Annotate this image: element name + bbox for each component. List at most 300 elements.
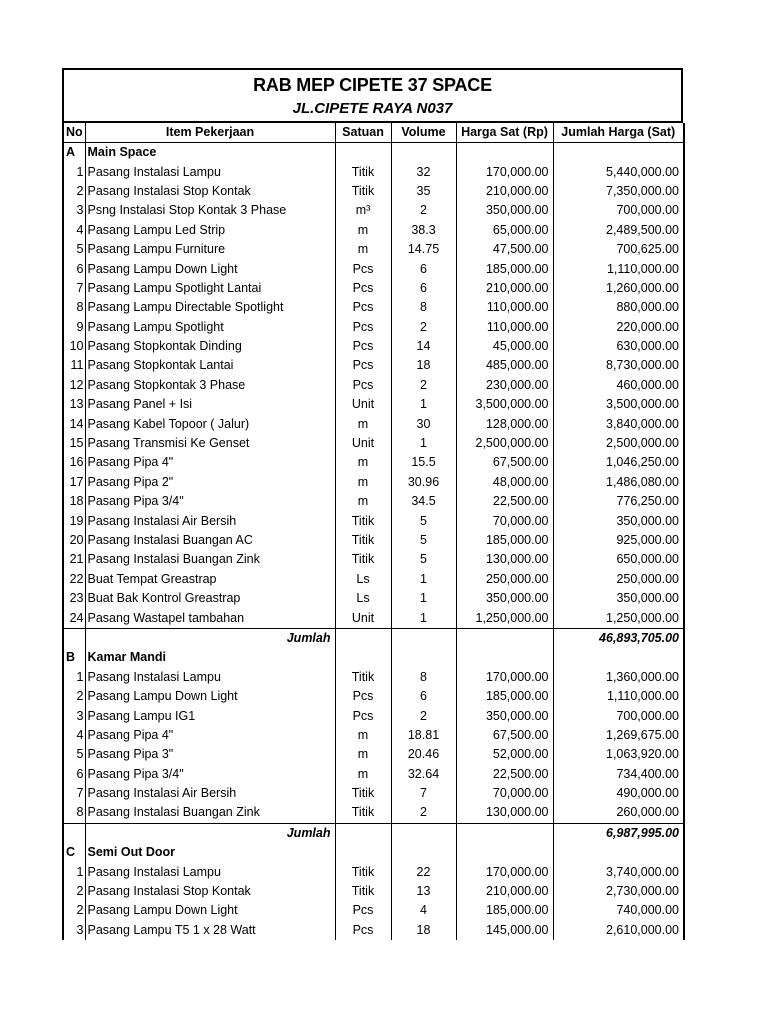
- cell-volume: 8: [391, 298, 456, 317]
- header-satuan: Satuan: [335, 123, 391, 143]
- cell-no: 4: [63, 726, 85, 745]
- cell-volume: 1: [391, 570, 456, 589]
- cell-volume: 18: [391, 921, 456, 940]
- section-total-row: [63, 823, 684, 843]
- table-row: [63, 240, 684, 259]
- cell-harga: 70,000.00: [456, 784, 553, 803]
- cell-volume: 1: [391, 434, 456, 453]
- cell-harga: 170,000.00: [456, 668, 553, 687]
- cell-item: Pasang Transmisi Ke Genset: [85, 434, 335, 453]
- cell-harga: 210,000.00: [456, 182, 553, 201]
- cell-satuan: Titik: [335, 882, 391, 901]
- cell-item: Pasang Lampu Directable Spotlight: [85, 298, 335, 317]
- cell-no: 10: [63, 337, 85, 356]
- cell-harga: 128,000.00: [456, 414, 553, 433]
- cell-no: 20: [63, 531, 85, 550]
- table-row: [63, 570, 684, 589]
- cell-harga: 22,500.00: [456, 492, 553, 511]
- empty-cell: [335, 823, 391, 843]
- table-row: [63, 298, 684, 317]
- cell-volume: 14.75: [391, 240, 456, 259]
- cell-volume: 2: [391, 706, 456, 725]
- rab-sheet: [62, 68, 683, 940]
- empty-cell: [456, 648, 553, 667]
- cell-item: Pasang Stopkontak Lantai: [85, 356, 335, 375]
- cell-no: 14: [63, 414, 85, 433]
- empty-cell: [553, 648, 684, 667]
- table-row: [63, 862, 684, 881]
- cell-item: Pasang Instalasi Air Bersih: [85, 784, 335, 803]
- cell-satuan: Titik: [335, 862, 391, 881]
- cell-harga: 67,500.00: [456, 453, 553, 472]
- cell-satuan: Pcs: [335, 298, 391, 317]
- cell-item: Pasang Lampu Down Light: [85, 259, 335, 278]
- cell-item: Pasang Lampu IG1: [85, 706, 335, 725]
- cell-harga: 65,000.00: [456, 221, 553, 240]
- cell-satuan: m: [335, 765, 391, 784]
- table-row: [63, 882, 684, 901]
- total-label: Jumlah: [85, 823, 335, 843]
- cell-jumlah: 2,500,000.00: [553, 434, 684, 453]
- section-letter: A: [63, 143, 85, 163]
- cell-harga: 350,000.00: [456, 201, 553, 220]
- table-row: [63, 221, 684, 240]
- cell-jumlah: 1,269,675.00: [553, 726, 684, 745]
- cell-jumlah: 1,110,000.00: [553, 687, 684, 706]
- table-row: [63, 201, 684, 220]
- cell-item: Pasang Instalasi Lampu: [85, 862, 335, 881]
- cell-volume: 6: [391, 279, 456, 298]
- cell-jumlah: 740,000.00: [553, 901, 684, 920]
- header-row: [63, 123, 684, 143]
- cell-item: Pasang Pipa 4": [85, 453, 335, 472]
- title-block: [62, 68, 683, 123]
- cell-jumlah: 925,000.00: [553, 531, 684, 550]
- cell-no: 11: [63, 356, 85, 375]
- cell-harga: 210,000.00: [456, 279, 553, 298]
- cell-harga: 45,000.00: [456, 337, 553, 356]
- cell-no: 23: [63, 589, 85, 608]
- cell-harga: 130,000.00: [456, 803, 553, 823]
- table-row: [63, 453, 684, 472]
- section-name: Semi Out Door: [85, 843, 335, 862]
- cell-no: 8: [63, 298, 85, 317]
- table-row: [63, 492, 684, 511]
- section-header-row: [63, 143, 684, 163]
- cell-item: Buat Bak Kontrol Greastrap: [85, 589, 335, 608]
- cell-no: 22: [63, 570, 85, 589]
- document-title: RAB MEP CIPETE 37 SPACE: [253, 75, 492, 95]
- table-row: [63, 434, 684, 453]
- cell-satuan: Pcs: [335, 687, 391, 706]
- cell-volume: 5: [391, 531, 456, 550]
- cell-harga: 185,000.00: [456, 687, 553, 706]
- cell-jumlah: 2,730,000.00: [553, 882, 684, 901]
- cell-jumlah: 220,000.00: [553, 318, 684, 337]
- cell-harga: 47,500.00: [456, 240, 553, 259]
- table-row: [63, 726, 684, 745]
- header-item: Item Pekerjaan: [85, 123, 335, 143]
- cell-no: 6: [63, 765, 85, 784]
- cell-item: Pasang Panel + Isi: [85, 395, 335, 414]
- section-letter: B: [63, 648, 85, 667]
- empty-cell: [553, 843, 684, 862]
- table-row: [63, 589, 684, 608]
- empty-cell: [391, 143, 456, 163]
- cell-jumlah: 700,000.00: [553, 706, 684, 725]
- cell-satuan: Pcs: [335, 921, 391, 940]
- cell-no: 18: [63, 492, 85, 511]
- table-row: [63, 279, 684, 298]
- cell-no: 21: [63, 550, 85, 569]
- empty-cell: [391, 843, 456, 862]
- table-row: [63, 784, 684, 803]
- table-row: [63, 337, 684, 356]
- empty-cell: [335, 628, 391, 648]
- cell-satuan: m: [335, 453, 391, 472]
- cell-item: Pasang Lampu Led Strip: [85, 221, 335, 240]
- cell-satuan: m: [335, 221, 391, 240]
- cell-item: Pasang Lampu Spotlight Lantai: [85, 279, 335, 298]
- cell-satuan: m: [335, 473, 391, 492]
- cell-item: Pasang Lampu Furniture: [85, 240, 335, 259]
- cell-harga: 185,000.00: [456, 531, 553, 550]
- cell-no: 5: [63, 240, 85, 259]
- cell-item: Pasang Pipa 2": [85, 473, 335, 492]
- total-value: 6,987,995.00: [553, 823, 684, 843]
- cell-volume: 2: [391, 376, 456, 395]
- cell-item: Pasang Instalasi Air Bersih: [85, 511, 335, 530]
- cell-volume: 18: [391, 356, 456, 375]
- cell-no: 2: [63, 687, 85, 706]
- cell-volume: 20.46: [391, 745, 456, 764]
- cell-satuan: m: [335, 726, 391, 745]
- document-subtitle: JL.CIPETE RAYA N037: [64, 98, 681, 123]
- cell-satuan: Titik: [335, 511, 391, 530]
- cell-harga: 110,000.00: [456, 298, 553, 317]
- cell-item: Pasang Instalasi Stop Kontak: [85, 882, 335, 901]
- empty-cell: [456, 823, 553, 843]
- cell-item: Pasang Instalasi Lampu: [85, 162, 335, 181]
- table-row: [63, 706, 684, 725]
- cell-volume: 4: [391, 901, 456, 920]
- cell-jumlah: 700,625.00: [553, 240, 684, 259]
- cell-no: 7: [63, 279, 85, 298]
- empty-cell: [63, 823, 85, 843]
- cell-jumlah: 7,350,000.00: [553, 182, 684, 201]
- cell-volume: 5: [391, 511, 456, 530]
- table-row: [63, 511, 684, 530]
- table-row: [63, 765, 684, 784]
- cell-harga: 210,000.00: [456, 882, 553, 901]
- empty-cell: [335, 843, 391, 862]
- cell-item: Pasang Lampu Down Light: [85, 687, 335, 706]
- cell-volume: 6: [391, 687, 456, 706]
- cell-satuan: Unit: [335, 395, 391, 414]
- cell-satuan: Pcs: [335, 901, 391, 920]
- cell-no: 5: [63, 745, 85, 764]
- table-body: [63, 143, 684, 941]
- table-row: [63, 608, 684, 628]
- cell-satuan: Titik: [335, 531, 391, 550]
- cell-item: Pasang Instalasi Lampu: [85, 668, 335, 687]
- cell-no: 1: [63, 668, 85, 687]
- section-total-row: [63, 628, 684, 648]
- cell-harga: 22,500.00: [456, 765, 553, 784]
- cell-harga: 48,000.00: [456, 473, 553, 492]
- total-value: 46,893,705.00: [553, 628, 684, 648]
- cell-no: 3: [63, 706, 85, 725]
- cell-harga: 170,000.00: [456, 162, 553, 181]
- section-name: Main Space: [85, 143, 335, 163]
- cell-harga: 185,000.00: [456, 901, 553, 920]
- cell-harga: 130,000.00: [456, 550, 553, 569]
- cell-harga: 52,000.00: [456, 745, 553, 764]
- cell-item: Pasang Pipa 4": [85, 726, 335, 745]
- section-letter: C: [63, 843, 85, 862]
- table-row: [63, 356, 684, 375]
- cell-no: 13: [63, 395, 85, 414]
- cell-harga: 185,000.00: [456, 259, 553, 278]
- section-header-row: [63, 843, 684, 862]
- cell-jumlah: 1,063,920.00: [553, 745, 684, 764]
- cell-jumlah: 260,000.00: [553, 803, 684, 823]
- cell-satuan: Titik: [335, 784, 391, 803]
- header-no: No: [63, 123, 85, 143]
- cell-satuan: Pcs: [335, 279, 391, 298]
- cell-harga: 110,000.00: [456, 318, 553, 337]
- cell-harga: 70,000.00: [456, 511, 553, 530]
- table-row: [63, 473, 684, 492]
- table-row: [63, 318, 684, 337]
- cell-no: 12: [63, 376, 85, 395]
- cell-satuan: Titik: [335, 803, 391, 823]
- cell-satuan: Pcs: [335, 259, 391, 278]
- cell-satuan: Pcs: [335, 337, 391, 356]
- cell-satuan: Titik: [335, 162, 391, 181]
- empty-cell: [456, 843, 553, 862]
- cell-satuan: Unit: [335, 434, 391, 453]
- cell-jumlah: 350,000.00: [553, 589, 684, 608]
- section-name: Kamar Mandi: [85, 648, 335, 667]
- empty-cell: [391, 628, 456, 648]
- cell-no: 8: [63, 803, 85, 823]
- cell-volume: 30: [391, 414, 456, 433]
- cell-satuan: Titik: [335, 668, 391, 687]
- cell-item: Pasang Lampu Down Light: [85, 901, 335, 920]
- table-row: [63, 901, 684, 920]
- cell-item: Pasang Pipa 3": [85, 745, 335, 764]
- cell-harga: 67,500.00: [456, 726, 553, 745]
- cell-harga: 350,000.00: [456, 706, 553, 725]
- table-row: [63, 259, 684, 278]
- cell-satuan: Ls: [335, 589, 391, 608]
- empty-cell: [63, 628, 85, 648]
- empty-cell: [456, 143, 553, 163]
- cell-jumlah: 8,730,000.00: [553, 356, 684, 375]
- table-row: [63, 182, 684, 201]
- cell-jumlah: 734,400.00: [553, 765, 684, 784]
- cell-item: Pasang Wastapel tambahan: [85, 608, 335, 628]
- cell-harga: 485,000.00: [456, 356, 553, 375]
- cell-item: Pasang Instalasi Buangan AC: [85, 531, 335, 550]
- cell-volume: 22: [391, 862, 456, 881]
- cell-harga: 230,000.00: [456, 376, 553, 395]
- cell-item: Pasang Lampu T5 1 x 28 Watt: [85, 921, 335, 940]
- cell-no: 9: [63, 318, 85, 337]
- cell-jumlah: 5,440,000.00: [553, 162, 684, 181]
- cell-no: 6: [63, 259, 85, 278]
- cell-no: 1: [63, 862, 85, 881]
- cell-volume: 15.5: [391, 453, 456, 472]
- table-row: [63, 550, 684, 569]
- empty-cell: [335, 648, 391, 667]
- table-row: [63, 687, 684, 706]
- cell-satuan: Pcs: [335, 376, 391, 395]
- cell-satuan: m: [335, 492, 391, 511]
- cell-volume: 14: [391, 337, 456, 356]
- cell-satuan: m: [335, 240, 391, 259]
- table-row: [63, 803, 684, 823]
- cell-harga: 145,000.00: [456, 921, 553, 940]
- cell-no: 7: [63, 784, 85, 803]
- empty-cell: [335, 143, 391, 163]
- cell-jumlah: 3,840,000.00: [553, 414, 684, 433]
- empty-cell: [456, 628, 553, 648]
- cell-item: Pasang Lampu Spotlight: [85, 318, 335, 337]
- cell-jumlah: 350,000.00: [553, 511, 684, 530]
- cell-no: 15: [63, 434, 85, 453]
- table-row: [63, 414, 684, 433]
- cell-jumlah: 1,046,250.00: [553, 453, 684, 472]
- cell-item: Pasang Stopkontak Dinding: [85, 337, 335, 356]
- cell-no: 17: [63, 473, 85, 492]
- cell-no: 2: [63, 182, 85, 201]
- cell-satuan: Unit: [335, 608, 391, 628]
- table-row: [63, 162, 684, 181]
- cell-volume: 34.5: [391, 492, 456, 511]
- cell-volume: 2: [391, 318, 456, 337]
- table-row: [63, 668, 684, 687]
- cell-no: 24: [63, 608, 85, 628]
- cell-volume: 35: [391, 182, 456, 201]
- cell-volume: 2: [391, 201, 456, 220]
- cell-harga: 250,000.00: [456, 570, 553, 589]
- cell-satuan: Ls: [335, 570, 391, 589]
- cell-no: 19: [63, 511, 85, 530]
- cell-volume: 1: [391, 589, 456, 608]
- cell-volume: 13: [391, 882, 456, 901]
- empty-cell: [391, 823, 456, 843]
- cell-harga: 1,250,000.00: [456, 608, 553, 628]
- cell-jumlah: 880,000.00: [553, 298, 684, 317]
- cell-satuan: m: [335, 414, 391, 433]
- table-row: [63, 531, 684, 550]
- cell-no: 2: [63, 901, 85, 920]
- cell-item: Psng Instalasi Stop Kontak 3 Phase: [85, 201, 335, 220]
- cell-volume: 2: [391, 803, 456, 823]
- cell-satuan: Titik: [335, 182, 391, 201]
- cell-satuan: Pcs: [335, 706, 391, 725]
- cell-volume: 5: [391, 550, 456, 569]
- cell-volume: 8: [391, 668, 456, 687]
- cell-jumlah: 2,489,500.00: [553, 221, 684, 240]
- cell-volume: 1: [391, 395, 456, 414]
- cell-item: Pasang Instalasi Stop Kontak: [85, 182, 335, 201]
- cell-jumlah: 776,250.00: [553, 492, 684, 511]
- cell-jumlah: 3,740,000.00: [553, 862, 684, 881]
- cell-item: Pasang Kabel Topoor ( Jalur): [85, 414, 335, 433]
- cell-jumlah: 630,000.00: [553, 337, 684, 356]
- total-label: Jumlah: [85, 628, 335, 648]
- cell-item: Pasang Pipa 3/4": [85, 765, 335, 784]
- cell-satuan: Pcs: [335, 318, 391, 337]
- cell-jumlah: 1,360,000.00: [553, 668, 684, 687]
- cell-satuan: m: [335, 745, 391, 764]
- cell-volume: 30.96: [391, 473, 456, 492]
- cell-jumlah: 250,000.00: [553, 570, 684, 589]
- cell-item: Buat Tempat Greastrap: [85, 570, 335, 589]
- cell-no: 3: [63, 921, 85, 940]
- cell-satuan: m³: [335, 201, 391, 220]
- cell-satuan: Titik: [335, 550, 391, 569]
- cell-jumlah: 700,000.00: [553, 201, 684, 220]
- cell-no: 4: [63, 221, 85, 240]
- section-header-row: [63, 648, 684, 667]
- cell-no: 16: [63, 453, 85, 472]
- cell-jumlah: 3,500,000.00: [553, 395, 684, 414]
- cell-jumlah: 650,000.00: [553, 550, 684, 569]
- table-row: [63, 395, 684, 414]
- cell-harga: 350,000.00: [456, 589, 553, 608]
- cell-jumlah: 1,260,000.00: [553, 279, 684, 298]
- header-harga: Harga Sat (Rp): [456, 123, 553, 143]
- cell-no: 1: [63, 162, 85, 181]
- cell-jumlah: 2,610,000.00: [553, 921, 684, 940]
- table-row: [63, 745, 684, 764]
- table-row: [63, 921, 684, 940]
- cell-harga: 170,000.00: [456, 862, 553, 881]
- cell-harga: 3,500,000.00: [456, 395, 553, 414]
- cell-jumlah: 1,486,080.00: [553, 473, 684, 492]
- cost-table: [62, 123, 685, 940]
- cell-no: 2: [63, 882, 85, 901]
- cell-volume: 7: [391, 784, 456, 803]
- table-row: [63, 376, 684, 395]
- cell-volume: 1: [391, 608, 456, 628]
- header-volume: Volume: [391, 123, 456, 143]
- empty-cell: [553, 143, 684, 163]
- cell-jumlah: 1,110,000.00: [553, 259, 684, 278]
- cell-item: Pasang Stopkontak 3 Phase: [85, 376, 335, 395]
- cell-volume: 38.3: [391, 221, 456, 240]
- cell-volume: 6: [391, 259, 456, 278]
- cell-volume: 32.64: [391, 765, 456, 784]
- header-jumlah: Jumlah Harga (Sat): [553, 123, 684, 143]
- cell-jumlah: 1,250,000.00: [553, 608, 684, 628]
- cell-jumlah: 460,000.00: [553, 376, 684, 395]
- cell-item: Pasang Instalasi Buangan Zink: [85, 803, 335, 823]
- cell-volume: 18.81: [391, 726, 456, 745]
- cell-item: Pasang Instalasi Buangan Zink: [85, 550, 335, 569]
- cell-no: 3: [63, 201, 85, 220]
- cell-harga: 2,500,000.00: [456, 434, 553, 453]
- cell-jumlah: 490,000.00: [553, 784, 684, 803]
- cell-item: Pasang Pipa 3/4": [85, 492, 335, 511]
- cell-volume: 32: [391, 162, 456, 181]
- empty-cell: [391, 648, 456, 667]
- cell-satuan: Pcs: [335, 356, 391, 375]
